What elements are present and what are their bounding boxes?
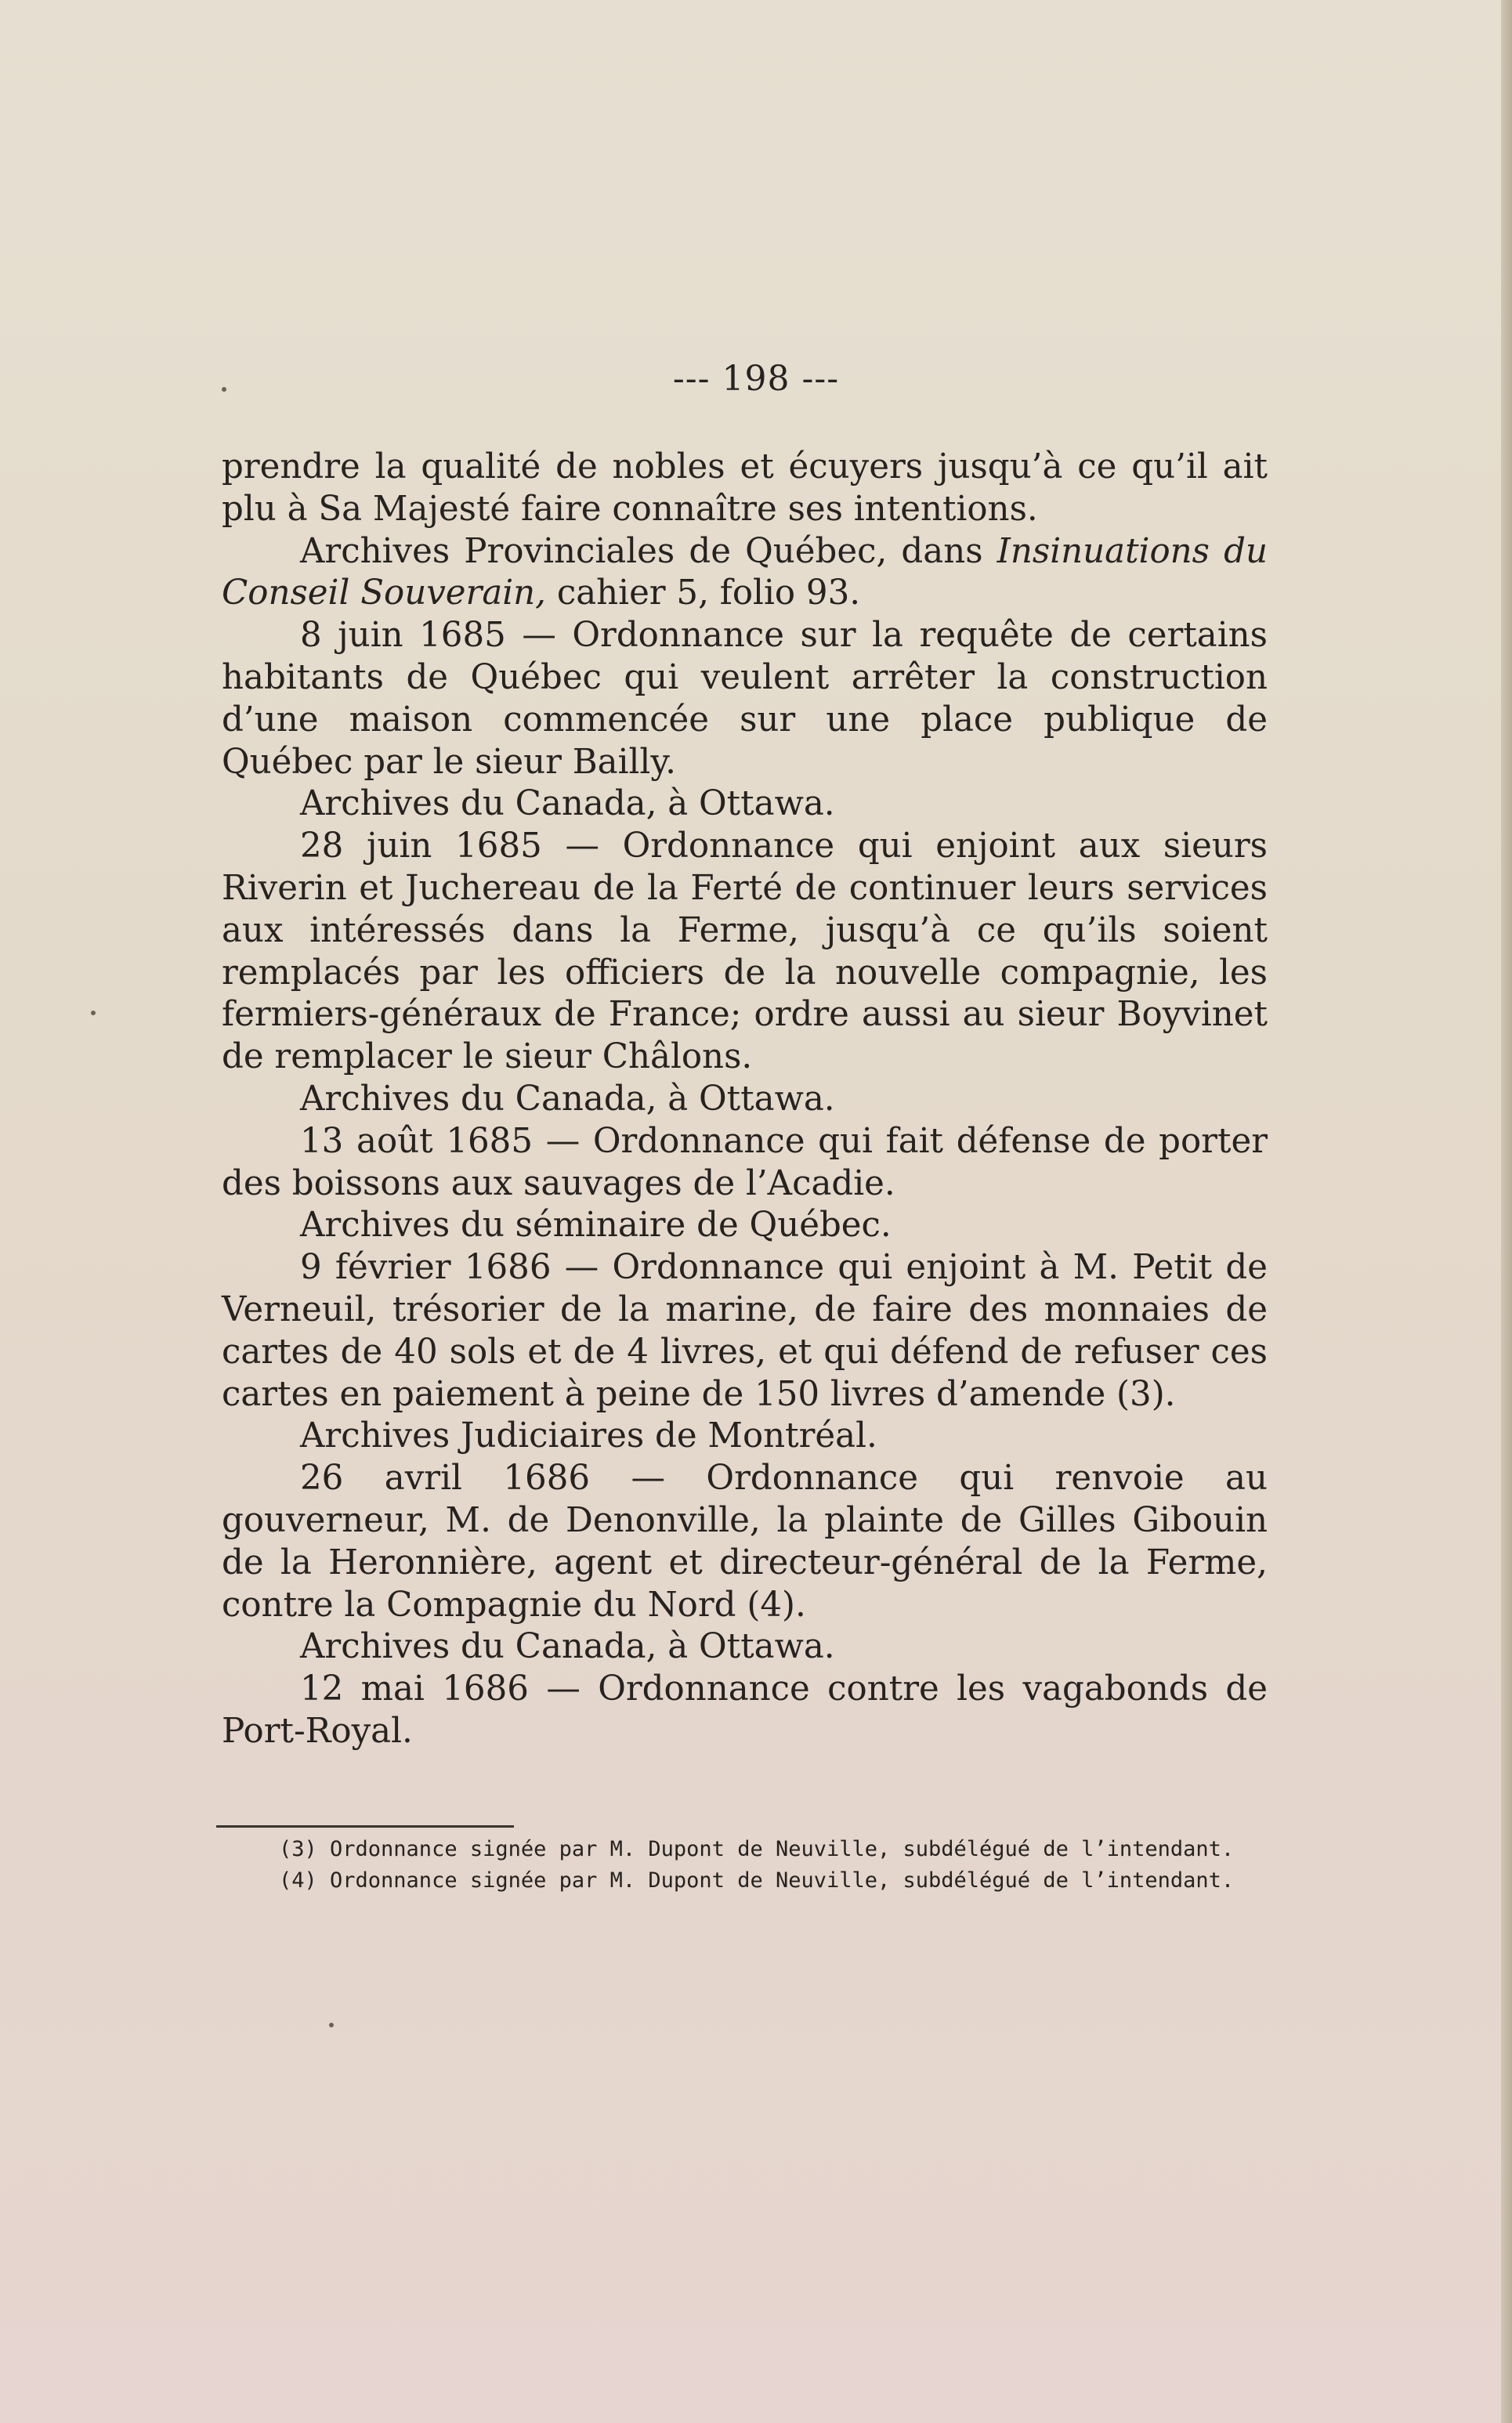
- source-line: Archives du séminaire de Québec.: [300, 1206, 892, 1246]
- paper-speck: [329, 2023, 334, 2027]
- footnotes: [216, 1834, 1266, 1897]
- source-title-italic: Insinuations du Conseil Souverain,: [222, 531, 1268, 613]
- source-text: cahier 5, folio 93.: [546, 573, 861, 613]
- page-number: --- 198 ---: [672, 359, 840, 399]
- footnote-rule: [216, 1825, 514, 1828]
- ordinance-entry: 26 avril 1686 — Ordonnance qui renvoie au gouverneur, M. de Denonville, la plainte de Gilles Gibouin de la Heronnière, agent et directeur-général de la Ferme, contre la Compagnie du Nord (4).: [222, 1459, 1268, 1625]
- footnote: (3) Ordonnance signée par M. Dupont de Neuville, subdélégué de l’intendant.: [279, 1837, 1235, 1861]
- source-line: Archives du Canada, à Ottawa.: [300, 784, 835, 824]
- source-text: Archives Provinciales de Québec, dans: [300, 531, 997, 571]
- source-line: Archives Judiciaires de Montréal.: [300, 1416, 877, 1456]
- source-line: Archives du Canada, à Ottawa.: [300, 1079, 835, 1119]
- ordinance-entry: 28 juin 1685 — Ordonnance qui enjoint aux sieurs Riverin et Juchereau de la Ferté de continuer leurs services aux intéressés dans la Ferme, jusqu’à ce qu’ils soient remplacés par les officiers de la nouvelle compagnie, les fermiers-généraux de France; ordre aussi au sieur Boyvinet de remplacer le sieur Châlons.: [222, 826, 1268, 1077]
- source-line: [222, 531, 1268, 616]
- paragraph-continuation: prendre la qualité de nobles et écuyers jusqu’à ce qu’il ait plu à Sa Majesté faire connaître ses intentions.: [222, 447, 1268, 529]
- body-text: [222, 447, 1268, 1753]
- footnote: (4) Ordonnance signée par M. Dupont de Neuville, subdélégué de l’intendant.: [279, 1868, 1235, 1893]
- ordinance-entry: 8 juin 1685 — Ordonnance sur la requête de certains habitants de Québec qui veulent arrêter la construction d’une maison commencée sur une place publique de Québec par le sieur Bailly.: [222, 616, 1268, 782]
- paper-speck: [91, 1011, 96, 1015]
- ordinance-entry: 13 août 1685 — Ordonnance qui fait défense de porter des boissons aux sauvages de l’Acadie.: [222, 1121, 1268, 1203]
- ordinance-entry: 12 mai 1686 — Ordonnance contre les vagabonds de Port-Royal.: [222, 1669, 1268, 1751]
- paper-speck: [222, 387, 226, 392]
- ordinance-entry: 9 février 1686 — Ordonnance qui enjoint à M. Petit de Verneuil, trésorier de la marine, de faire des monnaies de cartes de 40 sols et de 4 livres, et qui défend de refuser ces cartes en paiement à peine de 150 livres d’amende (3).: [222, 1248, 1268, 1414]
- source-line: Archives du Canada, à Ottawa.: [300, 1627, 835, 1667]
